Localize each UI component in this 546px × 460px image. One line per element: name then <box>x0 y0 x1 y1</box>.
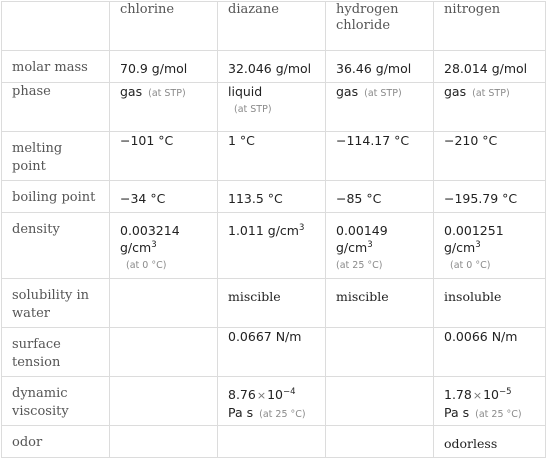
density-unit: g/cm <box>336 240 368 255</box>
header-corner <box>2 2 110 51</box>
table-row <box>2 213 546 279</box>
cell-nitrogen-melting: −210 °C <box>434 132 546 181</box>
phase-value: gas <box>444 84 467 99</box>
header-nitrogen: nitrogen <box>434 2 546 51</box>
viscosity-unit: Pa s <box>444 405 470 420</box>
cell-hcl-density <box>326 213 434 279</box>
table-row <box>2 181 546 213</box>
cell-nitrogen-boiling: −195.79 °C <box>434 181 546 213</box>
phase-note: (at STP) <box>148 88 186 99</box>
table-row <box>2 279 546 328</box>
density-number: 1.011 g/cm <box>228 223 299 238</box>
times-sign: × <box>256 389 267 402</box>
cell-hcl-surface-tension <box>326 328 434 377</box>
viscosity-exponent: −5 <box>498 387 512 397</box>
density-number: 0.001251 <box>444 223 504 238</box>
cell-nitrogen-density <box>434 213 546 279</box>
cell-diazane-solubility: miscible <box>218 279 326 328</box>
cell-hcl-solubility: miscible <box>326 279 434 328</box>
header-chlorine: chlorine <box>110 2 218 51</box>
cell-chlorine-surface-tension <box>110 328 218 377</box>
viscosity-note: (at 25 °C) <box>259 409 306 420</box>
phase-value: liquid <box>228 84 263 99</box>
table-row <box>2 328 546 377</box>
phase-value: gas <box>336 84 359 99</box>
cell-chlorine-boiling: −34 °C <box>110 181 218 213</box>
cell-diazane-phase <box>218 83 326 132</box>
phase-note: (at STP) <box>234 104 272 115</box>
cell-chlorine-melting: −101 °C <box>110 132 218 181</box>
viscosity-base: 10 <box>483 387 499 402</box>
phase-note: (at STP) <box>364 88 402 99</box>
viscosity-note: (at 25 °C) <box>475 409 522 420</box>
table-row <box>2 377 546 426</box>
cell-chlorine-molar-mass: 70.9 g/mol <box>110 51 218 83</box>
density-note: (at 0 °C) <box>126 260 167 271</box>
properties-table <box>1 1 546 458</box>
viscosity-mantissa: 1.78 <box>444 387 472 402</box>
cell-nitrogen-molar-mass: 28.014 g/mol <box>434 51 546 83</box>
density-exponent: 3 <box>475 240 481 250</box>
cell-chlorine-phase <box>110 83 218 132</box>
cell-nitrogen-viscosity <box>434 377 546 426</box>
density-note: (at 25 °C) <box>336 260 383 271</box>
row-label-melting-point: melting point <box>2 132 110 181</box>
phase-note: (at STP) <box>472 88 510 99</box>
header-row <box>2 2 546 51</box>
cell-chlorine-odor <box>110 426 218 458</box>
cell-diazane-odor <box>218 426 326 458</box>
cell-nitrogen-solubility: insoluble <box>434 279 546 328</box>
row-label-boiling-point: boiling point <box>2 181 110 213</box>
viscosity-base: 10 <box>267 387 283 402</box>
density-unit: g/cm <box>120 240 152 255</box>
header-diazane: diazane <box>218 2 326 51</box>
viscosity-exponent: −4 <box>282 387 296 397</box>
row-label-molar-mass: molar mass <box>2 51 110 83</box>
table-row <box>2 83 546 132</box>
cell-diazane-density <box>218 213 326 279</box>
density-number: 0.003214 <box>120 223 180 238</box>
phase-value: gas <box>120 84 143 99</box>
row-label-viscosity: dynamic viscosity <box>2 377 110 426</box>
density-number: 0.00149 <box>336 223 388 238</box>
cell-nitrogen-surface-tension: 0.0066 N/m <box>434 328 546 377</box>
header-hydrogen-chloride: hydrogen chloride <box>326 2 434 51</box>
cell-diazane-surface-tension: 0.0667 N/m <box>218 328 326 377</box>
density-unit: g/cm <box>444 240 476 255</box>
cell-hcl-viscosity <box>326 377 434 426</box>
row-label-solubility: solubility in water <box>2 279 110 328</box>
cell-nitrogen-odor: odorless <box>434 426 546 458</box>
times-sign: × <box>472 389 483 402</box>
cell-hcl-melting: −114.17 °C <box>326 132 434 181</box>
cell-diazane-melting: 1 °C <box>218 132 326 181</box>
table-row <box>2 132 546 181</box>
viscosity-unit: Pa s <box>228 405 254 420</box>
cell-chlorine-viscosity <box>110 377 218 426</box>
cell-hcl-odor <box>326 426 434 458</box>
cell-chlorine-solubility <box>110 279 218 328</box>
row-label-odor: odor <box>2 426 110 458</box>
row-label-phase: phase <box>2 83 110 132</box>
density-exponent: 3 <box>367 240 373 250</box>
viscosity-mantissa: 8.76 <box>228 387 256 402</box>
cell-chlorine-density <box>110 213 218 279</box>
density-exponent: 3 <box>151 240 157 250</box>
density-exponent: 3 <box>298 223 305 233</box>
row-label-density: density <box>2 213 110 279</box>
table-row <box>2 426 546 458</box>
cell-hcl-phase <box>326 83 434 132</box>
cell-nitrogen-phase <box>434 83 546 132</box>
table-row <box>2 51 546 83</box>
cell-diazane-viscosity <box>218 377 326 426</box>
cell-hcl-molar-mass: 36.46 g/mol <box>326 51 434 83</box>
row-label-surface-tension: surface tension <box>2 328 110 377</box>
cell-diazane-boiling: 113.5 °C <box>218 181 326 213</box>
cell-hcl-boiling: −85 °C <box>326 181 434 213</box>
density-note: (at 0 °C) <box>450 260 491 271</box>
cell-diazane-molar-mass: 32.046 g/mol <box>218 51 326 83</box>
